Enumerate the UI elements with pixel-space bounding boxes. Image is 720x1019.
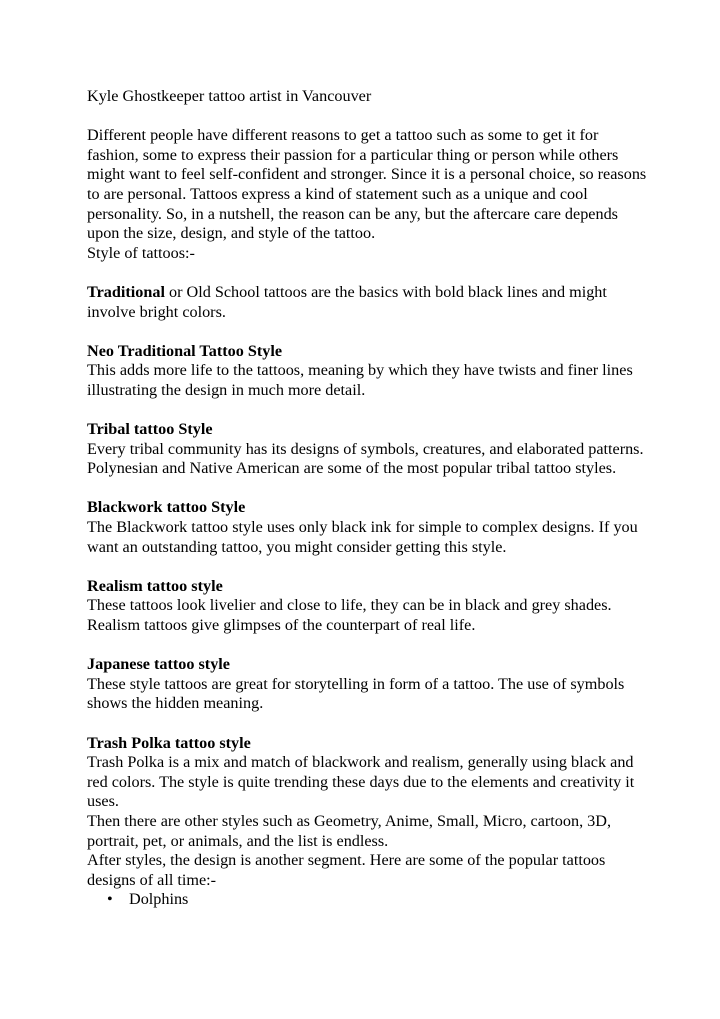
section-heading: Tribal tattoo Style: [87, 420, 213, 439]
spacer: [87, 401, 647, 421]
spacer: [87, 557, 647, 577]
spacer: [87, 322, 647, 342]
spacer: [87, 636, 647, 656]
designs-intro: After styles, the design is another segment. Here are some of the popular tattoos designs of all time:-: [87, 851, 606, 889]
section-heading: Trash Polka tattoo style: [87, 733, 251, 752]
intro-paragraph: Different people have different reasons to get a tattoo such as some to get it for fashion, some to express their passion for a particular thing or person while others might want to feel self-confident and stronger. Since it is a personal choice, so reasons to are personal. Tattoos express a kind of statement such as a unique and cool personality. So, in a nutshell, the reason can be any, but the aftercare care depends upon the size, design, and style of the tattoo.: [87, 126, 647, 243]
other-styles-paragraph: Then there are other styles such as Geometry, Anime, Small, Micro, cartoon, 3D, portrait, pet, or animals, and the list is endless.: [87, 811, 611, 850]
spacer: [87, 107, 647, 127]
section-body: These style tattoos are great for storytelling in form of a tattoo. The use of symbols shows the hidden meaning.: [87, 674, 625, 713]
section-heading: Realism tattoo style: [87, 576, 223, 595]
spacer: [87, 714, 647, 734]
section-body: Trash Polka is a mix and match of blackwork and realism, generally using black and red colors. The style is quite trending these days due to the elements and creativity it uses.: [87, 753, 635, 811]
section-body: This adds more life to the tattoos, meaning by which they have twists and finer lines illustrating the design in much more detail.: [87, 361, 633, 399]
designs-list: [87, 890, 647, 910]
spacer: [87, 263, 647, 283]
document-page: [87, 87, 647, 910]
document-title: Kyle Ghostkeeper tattoo artist in Vancouver: [87, 87, 372, 105]
traditional-bold: Traditional: [87, 282, 165, 301]
section-body: These tattoos look livelier and close to life, they can be in black and grey shades. Realism tattoos give glimpses of the counterpart of real life.: [87, 596, 612, 635]
list-item: • Dolphins: [129, 890, 647, 910]
traditional-paragraph: [87, 283, 647, 322]
section-heading: Japanese tattoo style: [87, 655, 230, 674]
section-heading: Neo Traditional Tattoo Style: [87, 341, 283, 360]
traditional-text: or Old School tattoos are the basics with bold black lines and might involve bright colors.: [87, 282, 607, 321]
spacer: [87, 479, 647, 499]
styles-label: Style of tattoos:-: [87, 243, 195, 262]
section-body: The Blackwork tattoo style uses only black ink for simple to complex designs. If you want an outstanding tattoo, you might consider getting this style.: [87, 518, 638, 556]
section-body: Every tribal community has its designs of symbols, creatures, and elaborated patterns. Polynesian and Native American are some of the most popular tribal tattoo styles.: [87, 439, 644, 478]
section-heading: Blackwork tattoo Style: [87, 498, 246, 517]
